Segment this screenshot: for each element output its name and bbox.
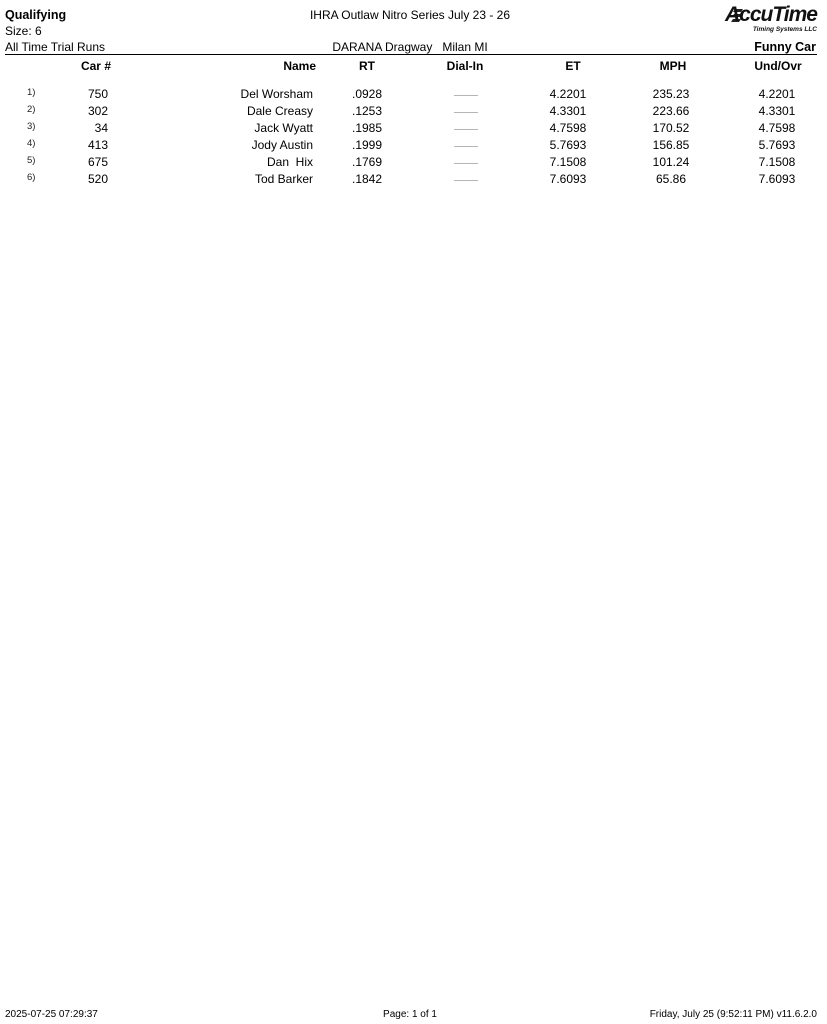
col-header-car: Car # <box>80 59 111 73</box>
session-label: All Time Trial Runs <box>5 40 106 54</box>
speed-cell: 223.66 <box>652 104 690 118</box>
driver-name-cell: Dan Hix <box>266 155 313 169</box>
col-header-et: ET <box>565 59 581 73</box>
car-number-cell: 302 <box>87 104 108 118</box>
page-number: Page: 1 of 1 <box>383 1009 437 1020</box>
speed-cell: 156.85 <box>652 138 690 152</box>
rank-cell: 2) <box>27 104 36 115</box>
under-over-cell: 7.6093 <box>758 172 796 186</box>
dial-in-empty-dash <box>454 163 478 164</box>
accutime-logo <box>725 3 820 35</box>
speed-cell: 65.86 <box>655 172 687 186</box>
elapsed-time-cell: 7.1508 <box>549 155 587 169</box>
driver-name-cell: Dale Creasy <box>246 104 313 118</box>
under-over-cell: 4.3301 <box>758 104 796 118</box>
col-header-mph: MPH <box>659 59 687 73</box>
dial-in-empty-dash <box>454 180 478 181</box>
driver-name-cell: Jack Wyatt <box>254 121 313 135</box>
car-number-cell: 750 <box>87 87 108 101</box>
rank-cell: 4) <box>27 138 36 149</box>
report-title: Qualifying <box>5 8 67 22</box>
speed-cell: 170.52 <box>652 121 690 135</box>
dial-in-empty-dash <box>454 95 478 96</box>
speed-cell: 235.23 <box>652 87 690 101</box>
dial-in-empty-dash <box>454 129 478 130</box>
print-timestamp: 2025-07-25 07:29:37 <box>5 1009 98 1020</box>
col-header-und-ovr: Und/Ovr <box>754 59 802 73</box>
event-title: IHRA Outlaw Nitro Series July 23 - 26 <box>309 8 511 22</box>
reaction-time-cell: .1769 <box>351 155 383 169</box>
col-header-rt: RT <box>359 59 375 73</box>
dial-in-empty-dash <box>454 146 478 147</box>
rank-cell: 6) <box>27 172 36 183</box>
driver-name-cell: Del Worsham <box>240 87 313 101</box>
under-over-cell: 7.1508 <box>758 155 796 169</box>
reaction-time-cell: .1253 <box>351 104 383 118</box>
header-divider <box>5 54 817 55</box>
dial-in-empty-dash <box>454 112 478 113</box>
rank-cell: 1) <box>27 87 36 98</box>
class-name: Funny Car <box>754 40 816 54</box>
car-number-cell: 34 <box>94 121 108 135</box>
col-header-dial-in: Dial-In <box>446 59 484 73</box>
rank-cell: 5) <box>27 155 36 166</box>
under-over-cell: 4.7598 <box>758 121 796 135</box>
rank-cell: 3) <box>27 121 36 132</box>
car-number-cell: 675 <box>87 155 108 169</box>
report-datetime-version: Friday, July 25 (9:52:11 PM) v11.6.2.0 <box>649 1009 817 1020</box>
elapsed-time-cell: 4.3301 <box>549 104 587 118</box>
elapsed-time-cell: 7.6093 <box>549 172 587 186</box>
logo-tagline: Timing Systems LLC <box>752 26 817 33</box>
elapsed-time-cell: 4.7598 <box>549 121 587 135</box>
car-number-cell: 520 <box>87 172 108 186</box>
reaction-time-cell: .0928 <box>351 87 383 101</box>
reaction-time-cell: .1985 <box>351 121 383 135</box>
track-location: DARANA Dragway Milan MI <box>332 40 488 54</box>
driver-name-cell: Tod Barker <box>254 172 313 186</box>
reaction-time-cell: .1842 <box>351 172 383 186</box>
under-over-cell: 4.2201 <box>758 87 796 101</box>
driver-name-cell: Jody Austin <box>251 138 313 152</box>
car-number-cell: 413 <box>87 138 108 152</box>
speed-cell: 101.24 <box>652 155 690 169</box>
elapsed-time-cell: 5.7693 <box>549 138 587 152</box>
elapsed-time-cell: 4.2201 <box>549 87 587 101</box>
reaction-time-cell: .1999 <box>351 138 383 152</box>
field-size: Size: 6 <box>5 24 42 38</box>
logo-wordmark: AccuTime <box>725 3 817 26</box>
under-over-cell: 5.7693 <box>758 138 796 152</box>
col-header-name: Name <box>283 59 316 73</box>
